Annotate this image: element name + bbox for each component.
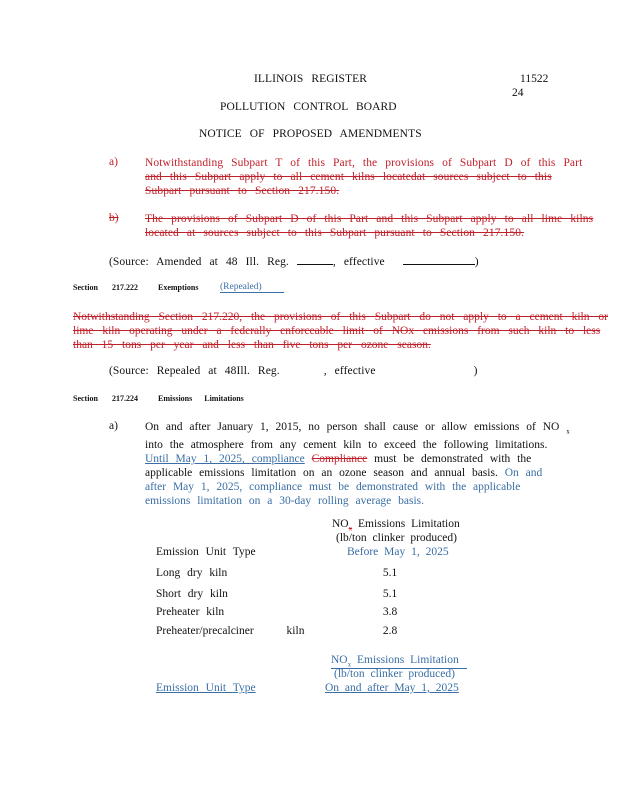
table1-row-value: 2.8 xyxy=(382,625,398,637)
sec224-a-line4 xyxy=(145,466,570,480)
table1-header-line3: Before May 1, 2025 xyxy=(347,546,449,558)
table1-row-value: 3.8 xyxy=(382,606,398,618)
table2-header-sub: x xyxy=(347,660,352,669)
sec224-a-line4-text: applicable emissions limitation on an ozone season and annual basis. xyxy=(145,467,498,480)
table2-header-line2: (lb/ton clinker produced) xyxy=(334,668,455,680)
section-title-224: Emissions Limitations xyxy=(158,394,244,403)
sec224-a-line3-rest: must be demonstrated with the xyxy=(374,453,532,466)
sec224-a-line1-text: On and after January 1, 2015, no person shall cause or allow emissions of NO xyxy=(145,421,560,433)
item-b-label: b) xyxy=(109,212,119,224)
source-repealed xyxy=(109,365,478,377)
item-b-line2: located at sources subject to this Subpart pursuant to Section 217.150. xyxy=(145,227,525,239)
table1-row-type: Short dry kiln xyxy=(156,588,228,600)
effective-blank xyxy=(403,254,475,265)
section-number-224: 217.224 xyxy=(112,394,138,403)
nox-subscript: x xyxy=(566,427,570,436)
deleted-compliance: Compliance xyxy=(311,453,368,466)
notice-title: NOTICE OF PROPOSED AMENDMENTS xyxy=(199,128,422,140)
item-b-text xyxy=(145,212,593,240)
sec224-a-label: a) xyxy=(109,420,118,432)
section-title-222: Exemptions xyxy=(158,283,199,292)
inserted-on-and: On and xyxy=(504,467,543,480)
table2-col-type: Emission Unit Type xyxy=(156,682,256,694)
item-a-label: a) xyxy=(109,156,118,168)
table1-header-no: NO xyxy=(332,518,349,530)
sec224-a-line1 xyxy=(145,420,570,438)
table1-header-rest: Emissions Limitation xyxy=(358,518,460,530)
table2-header-rest: Emissions Limitation xyxy=(357,654,459,666)
table1-row-value: 5.1 xyxy=(382,567,398,579)
effective-label-2: , effective xyxy=(323,365,376,377)
source-repealed-text: (Source: Repealed at 48Ill. Reg. xyxy=(109,365,280,377)
sec224-a-line6: emissions limitation on a 30-day rolling average basis. xyxy=(145,495,425,508)
table2-header-line3: On and after May 1, 2025 xyxy=(325,682,459,694)
table1-header-line2: (lb/ton clinker produced) xyxy=(336,532,457,544)
sec224-a-line5: after May 1, 2025, compliance must be demonstrated with the applicable xyxy=(145,481,521,494)
source-amended xyxy=(109,254,479,268)
sec222-line1: Notwithstanding Section 217.220, the provisions of this Subpart do not apply to a cement kiln or xyxy=(73,311,608,323)
item-b-line1: The provisions of Subpart D of this Part and this Subpart apply to all lime kilns xyxy=(145,213,594,225)
reg-blank xyxy=(297,254,333,265)
item-a-line3: Subpart pursuant to Section 217.150. xyxy=(145,185,340,197)
table2-header-no: NO xyxy=(331,654,348,666)
section-222-body xyxy=(73,310,608,352)
page-number: 11522 xyxy=(520,73,549,85)
item-a-text xyxy=(145,156,582,198)
section-number-222: 217.222 xyxy=(112,283,138,292)
section-label-224: Section xyxy=(73,394,98,403)
table1-col-type: Emission Unit Type xyxy=(156,546,256,558)
table1-row-value: 5.1 xyxy=(382,588,398,600)
register-title: ILLINOIS REGISTER xyxy=(254,73,368,85)
sec222-line3: than 15 tons per year and less than five tons per ozone season. xyxy=(73,339,431,351)
repealed-tag: (Repealed) xyxy=(220,282,284,293)
sec224-a-line3 xyxy=(145,452,570,466)
sec222-line2: lime kiln operating under a federally enforceable limit of NOx emissions from such kiln to less xyxy=(73,325,601,337)
close-paren-2: ) xyxy=(473,365,478,377)
table2-header-line1 xyxy=(331,654,467,669)
board-title: POLLUTION CONTROL BOARD xyxy=(220,101,397,113)
effective-label: , effective xyxy=(332,256,385,268)
page-sub-number: 24 xyxy=(512,87,524,99)
table1-row-type: Long dry kiln xyxy=(156,567,228,579)
sec224-a-line2: into the atmosphere from any cement kiln to exceed the following limitations. xyxy=(145,439,548,452)
table1-header-line1 xyxy=(332,518,460,532)
item-a-line1: Notwithstanding Subpart T of this Part, the provisions of Subpart D of this Part xyxy=(145,157,583,169)
close-paren: ) xyxy=(474,256,479,268)
source-amended-text: (Source: Amended at 48 Ill. Reg. xyxy=(109,256,289,268)
inserted-until-may: Until May 1, 2025, compliance xyxy=(145,453,305,466)
section-label-222: Section xyxy=(73,283,98,292)
table1-row-type: Preheater kiln xyxy=(156,606,225,618)
item-a-line2: and this Subpart apply to all cement kilns locatedat sources subject to this xyxy=(145,171,552,183)
table1-header-strike: x xyxy=(348,524,353,533)
table1-row-type: Preheater/precalciner kiln xyxy=(156,625,305,637)
sec224-a-text xyxy=(145,420,570,508)
